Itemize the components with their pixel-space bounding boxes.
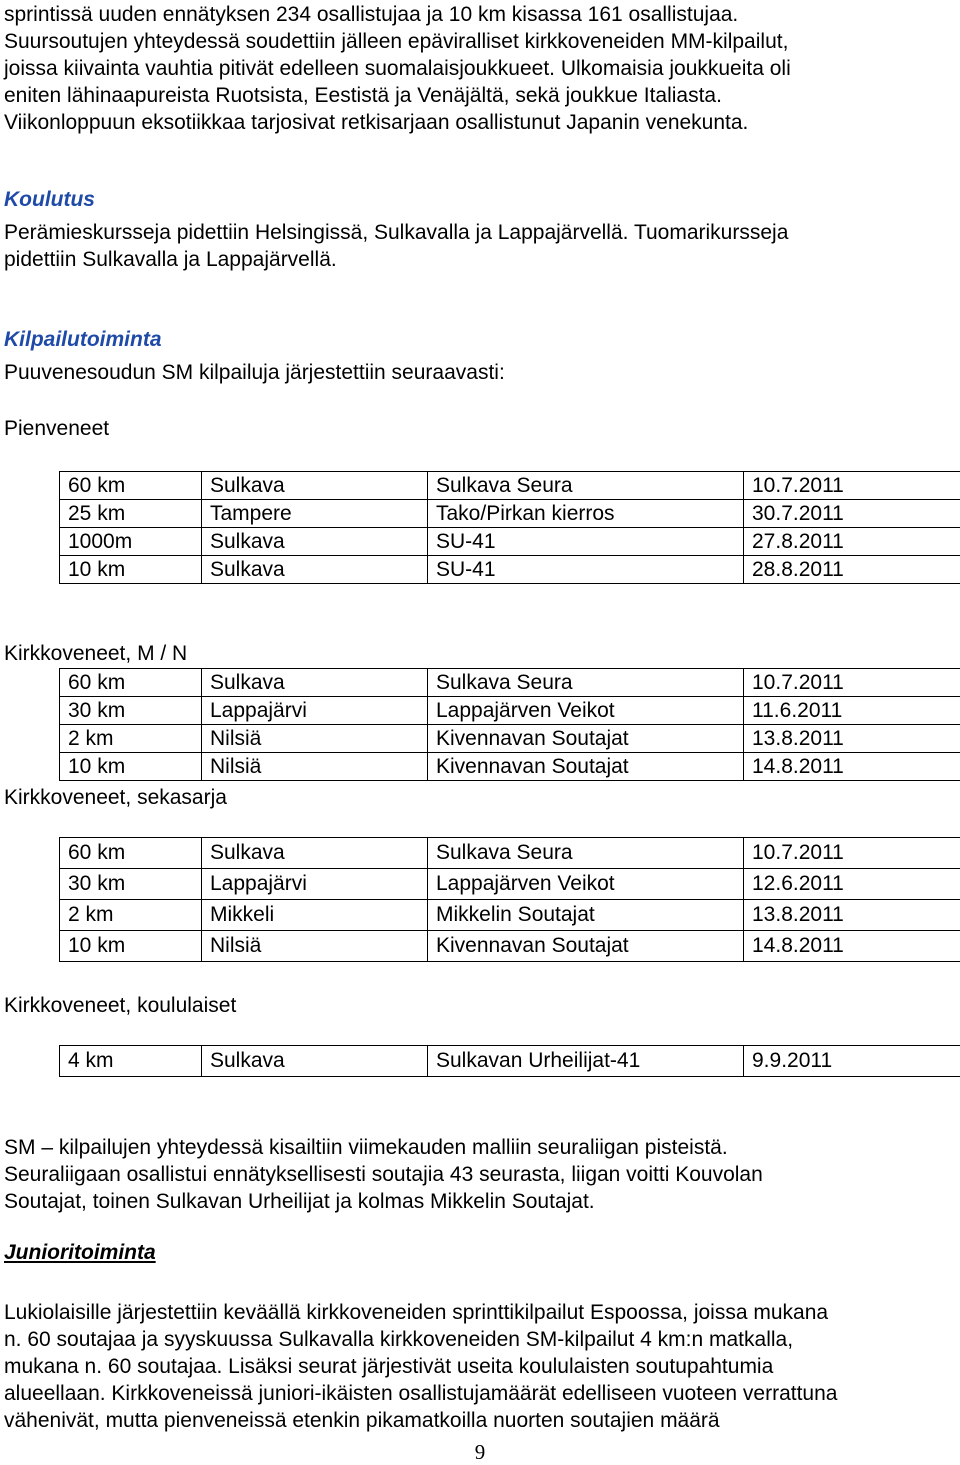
- section-koulutus: [4, 186, 788, 273]
- text-line: mukana n. 60 soutajaa. Lisäksi seurat järjestivät useita koululaisten soutupahtumia: [4, 1355, 774, 1378]
- table-cell: Lappajärvi: [202, 869, 428, 900]
- table-cell: 25 km: [60, 500, 202, 528]
- table-cell: 2 km: [60, 725, 202, 753]
- table-cell: Lappajärven Veikot: [428, 869, 744, 900]
- section-heading: Junioritoiminta: [4, 1241, 156, 1264]
- table-cell: Sulkava: [202, 556, 428, 584]
- table-cell: Tampere: [202, 500, 428, 528]
- section-heading: Kilpailutoiminta: [4, 328, 162, 351]
- table-row: [60, 500, 960, 528]
- text-line: pidettiin Sulkavalla ja Lappajärvellä.: [4, 248, 337, 271]
- table-cell: Sulkavan Urheilijat-41: [428, 1046, 744, 1077]
- table-row: [60, 838, 960, 869]
- table-cell: 12.6.2011: [744, 869, 960, 900]
- table-row: [60, 869, 960, 900]
- table-cell: Mikkeli: [202, 900, 428, 931]
- table-cell: 27.8.2011: [744, 528, 960, 556]
- table-cell: 10.7.2011: [744, 472, 960, 500]
- table-cell: Sulkava Seura: [428, 838, 744, 869]
- table-cell: 10.7.2011: [744, 838, 960, 869]
- table-row: [60, 697, 960, 725]
- results-table-kirkko-mn: [59, 668, 960, 781]
- results-table-kirkko-koulu: [59, 1045, 960, 1077]
- text-line: sprintissä uuden ennätyksen 234 osallistujaa ja 10 km kisassa 161 osallistujaa.: [4, 3, 739, 26]
- table-cell: Kivennavan Soutajat: [428, 725, 744, 753]
- section-kilpailutoiminta: [4, 326, 505, 442]
- table-cell: 10.7.2011: [744, 669, 960, 697]
- table-cell: Sulkava: [202, 669, 428, 697]
- table-cell: Kivennavan Soutajat: [428, 931, 744, 962]
- table-cell: Lappajärven Veikot: [428, 697, 744, 725]
- table-cell: Nilsiä: [202, 753, 428, 781]
- table-cell: Sulkava: [202, 472, 428, 500]
- table-cell: Nilsiä: [202, 931, 428, 962]
- intro-paragraph: [4, 1, 791, 136]
- text-line: Seuraliigaan osallistui ennätyksellisesti soutajia 43 seurasta, liigan voitti Kouvolan: [4, 1163, 763, 1186]
- table-label: Kirkkoveneet, M / N: [4, 642, 188, 665]
- table-cell: 9.9.2011: [744, 1046, 960, 1077]
- results-table-pienveneet: [59, 471, 960, 584]
- table-cell: Sulkava: [202, 528, 428, 556]
- text-line: eniten lähinaapureista Ruotsista, Eestistä ja Venäjältä, sekä joukkue Italiasta.: [4, 84, 722, 107]
- text-line: n. 60 soutajaa ja syyskuussa Sulkavalla kirkkoveneiden SM-kilpailut 4 km:n matkalla,: [4, 1328, 794, 1351]
- text-line: Puuvenesoudun SM kilpailuja järjestettiin seuraavasti:: [4, 361, 505, 384]
- table-cell: SU-41: [428, 556, 744, 584]
- table-row: [60, 472, 960, 500]
- table-cell: 60 km: [60, 838, 202, 869]
- table-row: [60, 669, 960, 697]
- table-label: Kirkkoveneet, sekasarja: [4, 786, 227, 809]
- table-row: [60, 556, 960, 584]
- table-row: [60, 931, 960, 962]
- table-cell: 2 km: [60, 900, 202, 931]
- table-cell: 30.7.2011: [744, 500, 960, 528]
- table-cell: Nilsiä: [202, 725, 428, 753]
- text-line: Suursoutujen yhteydessä soudettiin jälleen epäviralliset kirkkoveneiden MM-kilpailut,: [4, 30, 789, 53]
- text-line: Soutajat, toinen Sulkavan Urheilijat ja kolmas Mikkelin Soutajat.: [4, 1190, 595, 1213]
- results-table-kirkko-seka: [59, 837, 960, 962]
- table-cell: Mikkelin Soutajat: [428, 900, 744, 931]
- table-label: Pienveneet: [4, 417, 110, 440]
- table-cell: 10 km: [60, 931, 202, 962]
- text-line: vähenivät, mutta pienveneissä etenkin pikamatkoilla nuorten soutajien määrä: [4, 1409, 720, 1432]
- table-cell: 28.8.2011: [744, 556, 960, 584]
- table-cell: 14.8.2011: [744, 753, 960, 781]
- table-cell: Sulkava: [202, 838, 428, 869]
- text-line: Perämieskursseja pidettiin Helsingissä, Sulkavalla ja Lappajärvellä. Tuomarikursseja: [4, 221, 789, 244]
- table-cell: 13.8.2011: [744, 900, 960, 931]
- table-cell: 13.8.2011: [744, 725, 960, 753]
- page-number: 9: [474, 1440, 486, 1464]
- table-cell: Kivennavan Soutajat: [428, 753, 744, 781]
- table-cell: SU-41: [428, 528, 744, 556]
- table-cell: 14.8.2011: [744, 931, 960, 962]
- table-cell: 10 km: [60, 556, 202, 584]
- table-cell: 4 km: [60, 1046, 202, 1077]
- table-cell: Tako/Pirkan kierros: [428, 500, 744, 528]
- table-cell: 11.6.2011: [744, 697, 960, 725]
- table-label: Kirkkoveneet, koululaiset: [4, 994, 237, 1017]
- table-cell: 30 km: [60, 697, 202, 725]
- text-line: alueellaan. Kirkkoveneissä juniori-ikäisten osallistujamäärät edelliseen vuoteen verrattuna: [4, 1382, 838, 1405]
- table-row: [60, 753, 960, 781]
- table-cell: 10 km: [60, 753, 202, 781]
- text-line: Viikonloppuun eksotiikkaa tarjosivat retkisarjaan osallistunut Japanin venekunta.: [4, 111, 749, 134]
- text-line: SM – kilpailujen yhteydessä kisailtiin viimekauden malliin seuraliigan pisteistä.: [4, 1136, 728, 1159]
- text-line: Lukiolaisille järjestettiin keväällä kirkkoveneiden sprinttikilpailut Espoossa, joissa mukana: [4, 1301, 829, 1324]
- table-row: [60, 528, 960, 556]
- table-row: [60, 900, 960, 931]
- table-row: [60, 725, 960, 753]
- section-heading: Koulutus: [4, 188, 95, 211]
- table-cell: Sulkava Seura: [428, 472, 744, 500]
- table-row: [60, 1046, 960, 1077]
- section-junioritoiminta: [4, 1239, 837, 1434]
- table-cell: Sulkava Seura: [428, 669, 744, 697]
- table-cell: 30 km: [60, 869, 202, 900]
- table-cell: Sulkava: [202, 1046, 428, 1077]
- table-cell: 60 km: [60, 472, 202, 500]
- table-cell: Lappajärvi: [202, 697, 428, 725]
- table-cell: 1000m: [60, 528, 202, 556]
- seuraliiga-paragraph: [4, 1134, 763, 1215]
- table-cell: 60 km: [60, 669, 202, 697]
- text-line: joissa kiivainta vauhtia pitivät edelleen suomalaisjoukkueet. Ulkomaisia joukkueita oli: [4, 57, 791, 80]
